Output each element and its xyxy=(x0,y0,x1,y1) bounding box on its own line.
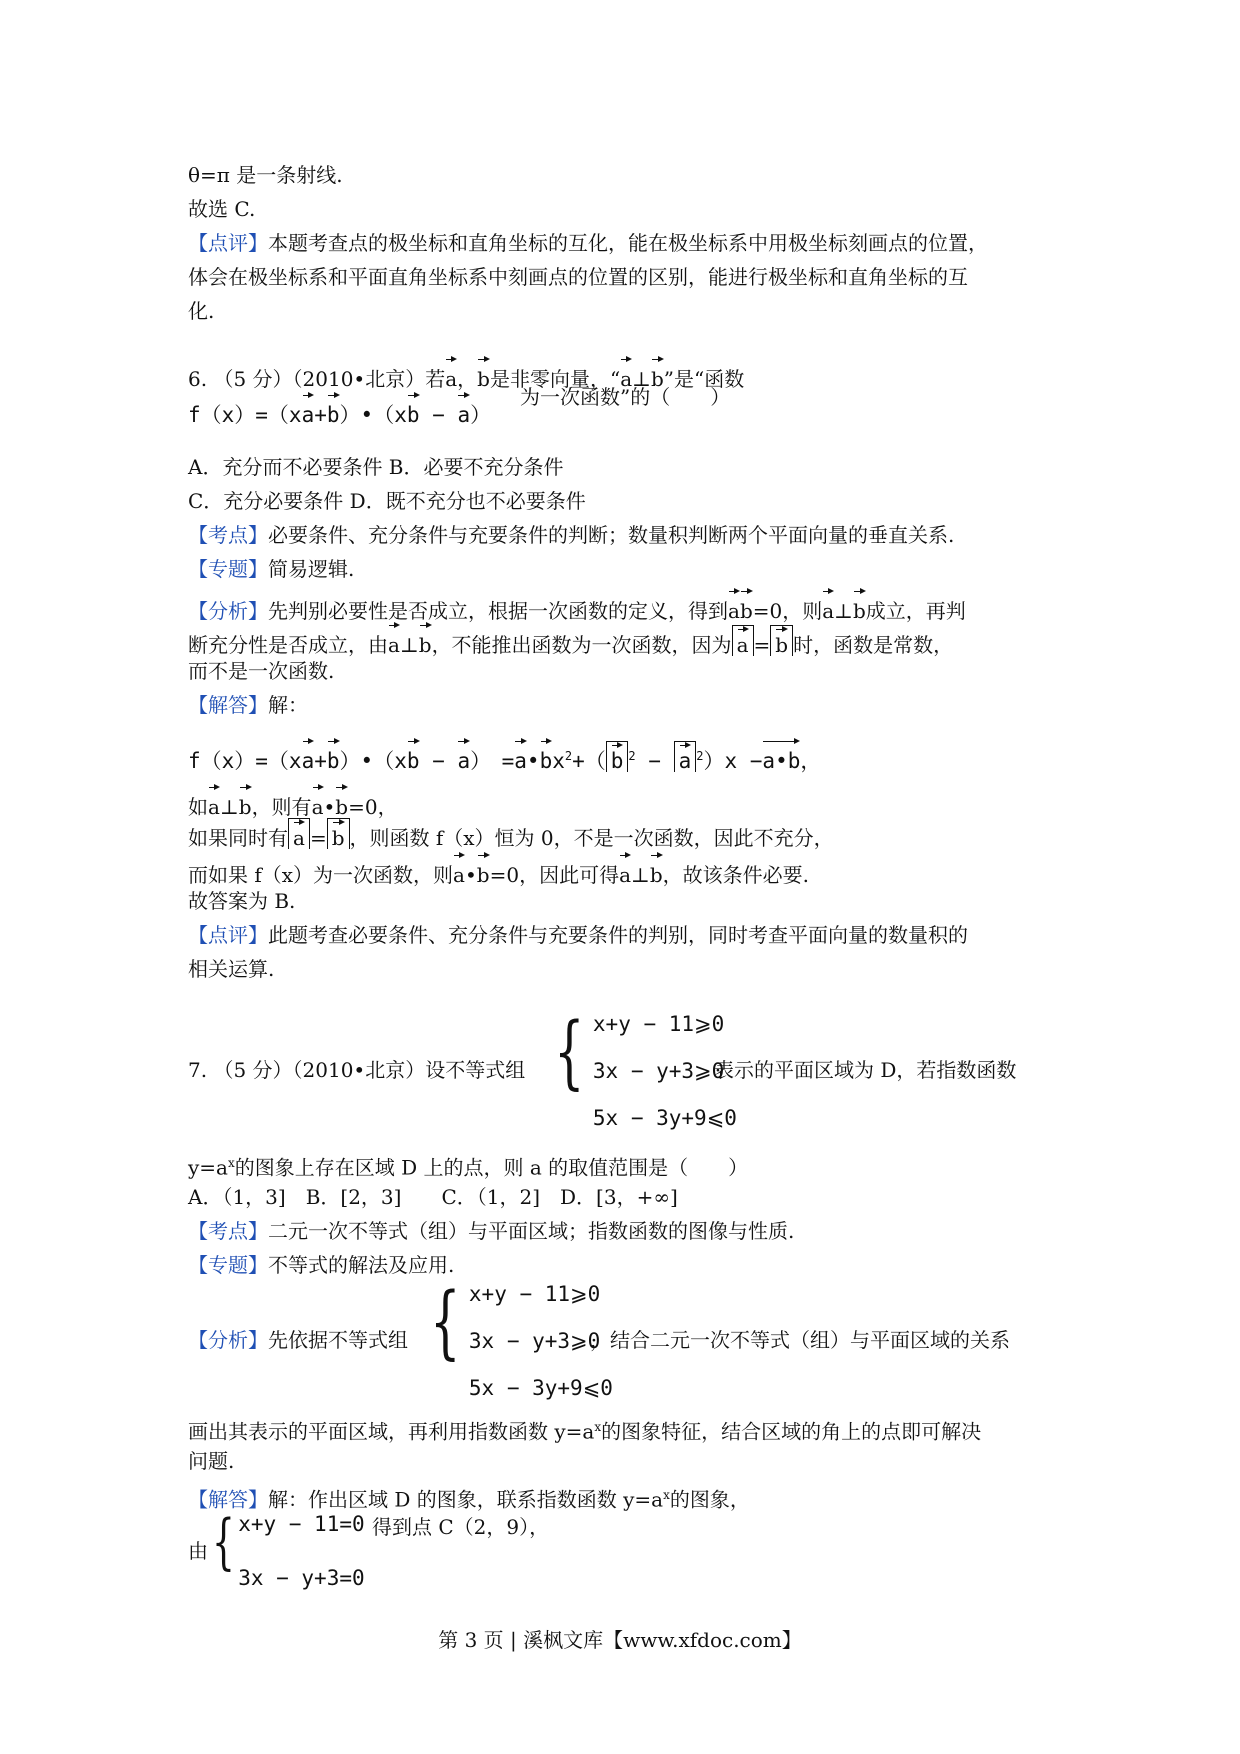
exponent: x xyxy=(663,1488,670,1502)
step-text: = xyxy=(309,826,327,850)
q7-you: 由 xyxy=(188,1539,208,1563)
eq-part: + xyxy=(314,749,327,773)
eq-part: • xyxy=(526,749,540,773)
vector-b: b xyxy=(611,742,624,772)
brace-icon: { xyxy=(554,1005,585,1098)
vector-b: b xyxy=(477,356,490,394)
q7-fenxi xyxy=(188,1325,408,1355)
fenxi-text: 画出其表示的平面区域，再利用指数函数 y=a xyxy=(188,1419,595,1444)
brace-icon: { xyxy=(430,1275,461,1368)
q7-stem-c xyxy=(188,1148,748,1183)
abs-a xyxy=(732,625,754,656)
abs-b xyxy=(606,741,629,772)
perp-symbol: ⊥ xyxy=(399,633,419,657)
vector-b: b xyxy=(740,588,753,626)
q7-options: A．（1，3] B．[2，3] C．（1，2] D．[3，+∞] xyxy=(188,1185,678,1209)
fenxi-text: 时，函数是常数， xyxy=(793,633,954,657)
eq-part: ， xyxy=(800,749,822,773)
q6-options-1: A．充分而不必要条件 B．必要不充分条件 xyxy=(188,455,564,479)
q6-options-2: C．充分必要条件 D．既不充分也不必要条件 xyxy=(188,489,586,513)
abs-b xyxy=(770,625,793,656)
eq-exponent: 2 xyxy=(696,749,704,763)
vector-a: a xyxy=(302,392,315,430)
vector-a: a xyxy=(302,738,315,776)
vector-b: b xyxy=(407,392,420,430)
step-text: ，故该条件必要. xyxy=(662,863,809,887)
abs-a xyxy=(288,818,310,849)
fenxi-text: 断充分性是否成立，由 xyxy=(188,633,388,657)
inequality-2: 3x − y+3⩾0 xyxy=(468,1329,601,1353)
q6-kaodian xyxy=(188,520,954,550)
stem-text: 的图象上存在区域 D 上的点，则 a 的取值范围是（ ） xyxy=(234,1155,749,1180)
q7-fenxi-b: ，结合二元一次不等式（组）与平面区域的关系 xyxy=(590,1328,1010,1352)
zhuanti-tag: 【专题】 xyxy=(188,557,268,581)
q6-fenxi-2 xyxy=(188,622,953,660)
eq-part: x xyxy=(552,749,565,773)
kaodian-tag: 【考点】 xyxy=(188,1219,268,1243)
text-line: 故选 C. xyxy=(188,197,256,221)
vector-b: b xyxy=(335,784,348,822)
fenxi-text: 的图象特征，结合区域的角上的点即可解决 xyxy=(601,1419,982,1444)
vector-a: a xyxy=(312,784,324,822)
q6-answer: 故答案为 B. xyxy=(188,889,296,913)
fenxi-text: = xyxy=(753,633,771,657)
vector-a: a xyxy=(457,392,470,430)
eq-part: − xyxy=(635,749,674,773)
q7-point: 得到点 C（2，9）， xyxy=(372,1515,550,1539)
func-part: − xyxy=(419,403,458,427)
q6-fenxi-3: 而不是一次函数. xyxy=(188,659,335,683)
equation-2: 3x − y+3=0 xyxy=(238,1566,365,1590)
exponent: x xyxy=(594,1420,602,1434)
vector-a: a xyxy=(208,784,220,822)
stem-text: y=a xyxy=(188,1155,228,1180)
fenxi-tag: 【分析】 xyxy=(188,599,268,623)
vector-a: a xyxy=(388,622,400,660)
perp-symbol: ⊥ xyxy=(631,863,650,887)
kaodian-tag: 【考点】 xyxy=(188,523,268,547)
eq-part: f（x）=（x xyxy=(188,749,302,773)
step-text: • xyxy=(464,863,477,887)
text-line: 体会在极坐标系和平面直角坐标系中刻画点的位置的区别，能进行极坐标和直角坐标的互 xyxy=(188,265,968,289)
vector-a: a xyxy=(822,588,834,626)
q6-stem-tail: 为一次函数”的（ ） xyxy=(520,385,731,409)
vector-a: a xyxy=(445,356,457,394)
q6-function xyxy=(188,403,491,427)
q6-stem-b: ， xyxy=(457,367,478,391)
zhuanti-text: 简易逻辑. xyxy=(268,557,355,581)
step-text: 如 xyxy=(188,795,208,819)
q6-stem-c: 是非零向量，“ xyxy=(489,367,621,391)
q6-dianping xyxy=(188,920,968,950)
eq-exponent: 2 xyxy=(628,749,636,763)
vector-a: a xyxy=(620,356,632,394)
vector-a: a xyxy=(293,819,305,849)
exponent: x xyxy=(227,1156,235,1170)
q7-fenxi-d: 问题. xyxy=(188,1449,235,1473)
fenxi-text: 先判别必要性是否成立，根据一次函数的定义，得到 xyxy=(268,599,728,623)
equation-lines xyxy=(238,1512,364,1590)
vector-b: b xyxy=(853,588,866,626)
q7-fenxi-system xyxy=(430,1275,613,1400)
inequality-1: x+y − 11⩾0 xyxy=(592,1012,725,1036)
vector-a: a xyxy=(737,626,749,656)
q6-stem-a: 6. （5 分）（2010•北京）若 xyxy=(188,367,446,391)
text-line: 化. xyxy=(188,299,215,323)
kaodian-text: 二元一次不等式（组）与平面区域；指数函数的图像与性质. xyxy=(268,1219,795,1243)
vector-b: b xyxy=(650,852,663,890)
eq-part: +（ xyxy=(572,749,606,773)
review-tag: 【点评】 xyxy=(188,231,268,255)
eq-part: ）x − xyxy=(703,749,763,773)
jieda-tag: 【解答】 xyxy=(188,693,268,717)
dianping-text: 此题考查必要条件、充分条件与充要条件的判别，同时考查平面向量的数量积的 xyxy=(268,923,968,947)
fenxi-text: 成立，再判 xyxy=(865,599,966,623)
vector-a: a xyxy=(514,738,527,776)
jieda-text: 的图象， xyxy=(669,1487,750,1512)
vector-a: a xyxy=(453,852,465,890)
step-text: 如果同时有 xyxy=(188,826,288,850)
q6-jieda xyxy=(188,690,308,720)
jieda-tag: 【解答】 xyxy=(188,1487,268,1512)
abs-a xyxy=(674,741,697,772)
perp-symbol: ⊥ xyxy=(219,795,239,819)
vector-b: b xyxy=(651,356,664,394)
vector-b: b xyxy=(787,749,801,773)
eq-exponent: 2 xyxy=(564,749,573,763)
vector-a: a xyxy=(619,852,631,890)
q7-inequality-system xyxy=(554,1005,737,1130)
q6-step-1 xyxy=(188,784,398,822)
vector-b: b xyxy=(239,784,252,822)
func-part: ） xyxy=(470,403,492,427)
q6-equation xyxy=(188,738,821,776)
text-line: 相关运算. xyxy=(188,957,275,981)
q6-fenxi-1 xyxy=(188,588,966,626)
inequality-3: 5x − 3y+9⩽0 xyxy=(468,1376,613,1400)
vector-b: b xyxy=(327,392,340,430)
vector-b: b xyxy=(332,819,345,849)
inequality-2: 3x − y+3⩾0 xyxy=(592,1059,725,1083)
step-text: =0， xyxy=(348,795,398,819)
q6-step-2 xyxy=(188,818,834,853)
q7-stem-b: 表示的平面区域为 D，若指数函数 xyxy=(714,1058,1017,1082)
vector-b: b xyxy=(327,738,340,776)
vector-b: b xyxy=(477,852,490,890)
q6-equation-math xyxy=(188,749,821,773)
func-part: + xyxy=(314,403,327,427)
dianping-tag: 【点评】 xyxy=(188,923,268,947)
q6-step-3 xyxy=(188,852,809,890)
step-text: • xyxy=(323,795,336,819)
vector-a: a xyxy=(457,738,470,776)
inequality-3: 5x − 3y+9⩽0 xyxy=(592,1106,737,1130)
zhuanti-tag: 【专题】 xyxy=(188,1253,268,1277)
vector-a: a xyxy=(762,749,776,773)
func-part: f（x）=（x xyxy=(188,403,302,427)
q7-kaodian xyxy=(188,1216,794,1246)
vector-b: b xyxy=(775,626,788,656)
jieda-text: 解：作出区域 D 的图象，联系指数函数 y=a xyxy=(268,1487,664,1512)
q7-stem: 7. （5 分）（2010•北京）设不等式组 xyxy=(188,1058,526,1082)
kaodian-text: 必要条件、充分条件与充要条件的判断；数量积判断两个平面向量的垂直关系. xyxy=(268,523,955,547)
func-part: ）•（x xyxy=(339,403,407,427)
step-text: ，则函数 f（x）恒为 0，不是一次函数，因此不充分， xyxy=(349,826,834,850)
fenxi-text: =0，则 xyxy=(752,599,823,623)
step-text: ，则有 xyxy=(251,795,312,819)
q7-zhuanti xyxy=(188,1250,454,1280)
q7-jieda xyxy=(188,1480,750,1515)
perp-symbol: ⊥ xyxy=(834,599,853,623)
vector-b: b xyxy=(419,622,432,660)
q7-fenxi-c xyxy=(188,1412,981,1447)
fenxi-text: ，不能推出函数为一次函数，因为 xyxy=(431,633,732,657)
zhuanti-text: 不等式的解法及应用. xyxy=(268,1253,455,1277)
fenxi-tag: 【分析】 xyxy=(188,1328,268,1352)
jieda-text: 解： xyxy=(268,693,308,717)
review-text: 本题考查点的极坐标和直角坐标的互化，能在极坐标系中用极坐标刻画点的位置， xyxy=(268,231,988,255)
perp-symbol: ⊥ xyxy=(632,367,651,391)
q7-equation-system xyxy=(212,1507,365,1590)
eq-part: • xyxy=(775,749,788,773)
fenxi-text: 先依据不等式组 xyxy=(268,1328,408,1352)
equation-1: x+y − 11=0 xyxy=(238,1512,365,1536)
review-line xyxy=(188,228,988,258)
abs-b xyxy=(327,818,350,849)
eq-part: ）•（x xyxy=(339,749,407,773)
inequality-1: x+y − 11⩾0 xyxy=(468,1282,601,1306)
text-line: θ=π 是一条射线. xyxy=(188,163,343,187)
page-footer: 第 3 页 | 溪枫文库【www.xfdoc.com】 xyxy=(438,1628,802,1652)
vector-a: a xyxy=(728,588,740,626)
step-text: =0，因此可得 xyxy=(489,863,620,887)
eq-part: ） = xyxy=(470,749,515,773)
q6-stem-e: ”是“函数 xyxy=(663,367,745,391)
vector-b: b xyxy=(540,738,553,776)
vector-b: b xyxy=(407,738,420,776)
vector-a: a xyxy=(679,742,692,772)
vector-ab xyxy=(762,738,800,776)
brace-icon: { xyxy=(212,1507,235,1577)
step-text: 而如果 f（x）为一次函数，则 xyxy=(188,863,454,887)
eq-part: − xyxy=(419,749,458,773)
q6-function-line xyxy=(188,392,491,430)
q6-zhuanti xyxy=(188,554,354,584)
